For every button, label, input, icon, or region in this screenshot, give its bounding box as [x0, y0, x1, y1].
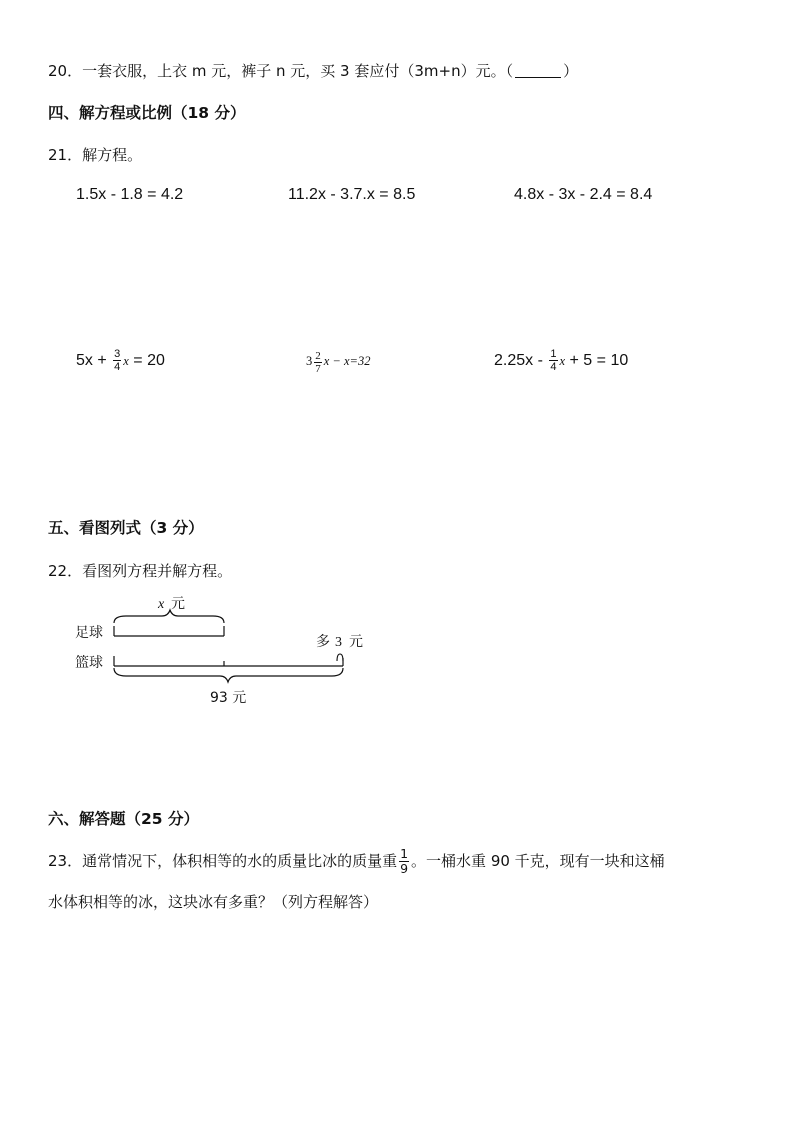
question-23-line-1	[48, 843, 665, 879]
top-variable-label: x	[158, 597, 165, 612]
fraction	[113, 348, 121, 373]
equation-6	[494, 341, 628, 381]
fraction	[549, 348, 557, 373]
section-6-title: 六、解答题（25 分）	[48, 810, 199, 828]
total-brace	[114, 668, 343, 682]
more-label-prefix: 多	[316, 634, 330, 650]
football-label: 足球	[75, 625, 103, 641]
variable: x	[559, 354, 566, 368]
mixed-whole: 3	[306, 354, 313, 368]
fraction	[399, 847, 409, 876]
basketball-label: 篮球	[75, 655, 103, 671]
numerator: 1	[550, 348, 557, 361]
question-20-close: ）	[563, 62, 579, 80]
more-label-unit: 元	[349, 634, 363, 650]
question-23-text-a: 23．通常情况下，体积相等的水的质量比冰的质量重	[48, 852, 398, 870]
equation-3: 4.8x - 3x - 2.4 = 8.4	[514, 186, 653, 203]
equation-1: 1.5x - 1.8 = 4.2	[76, 186, 184, 203]
equation-4-pre: 5x +	[76, 352, 107, 369]
equation-4	[76, 341, 165, 381]
numerator: 1	[400, 846, 409, 861]
question-23-text-b: 。一桶水重 90 千克，现有一块和这桶	[411, 852, 665, 870]
numerator: 3	[114, 348, 121, 361]
total-label: 93 元	[210, 690, 247, 706]
section-4-title: 四、解方程或比例（18 分）	[48, 104, 246, 122]
equation-4-post: = 20	[133, 352, 165, 369]
football-brace	[114, 610, 224, 623]
variable: x	[123, 354, 129, 368]
equation-6-post: + 5 = 10	[569, 352, 629, 369]
numerator: 2	[315, 349, 321, 362]
denominator: 7	[315, 362, 321, 375]
top-unit-label: 元	[171, 596, 185, 612]
question-23-line-2: 水体积相等的冰，这块冰有多重？（列方程解答）	[48, 893, 379, 911]
extra-brace	[337, 654, 343, 661]
equation-2: 11.2x - 3.7.x = 8.5	[288, 186, 416, 203]
equation-5-rest: x − x=32	[323, 354, 371, 368]
question-20	[48, 61, 578, 81]
denominator: 4	[550, 361, 557, 374]
question-20-text: 20．一套衣服，上衣 m 元，裤子 n 元，买 3 套应付（3m+n）元。（	[48, 62, 514, 80]
section-5-title: 五、看图列式（3 分）	[48, 519, 204, 537]
line-segment-diagram	[70, 588, 380, 712]
equation-6-pre: 2.25x -	[494, 352, 543, 369]
denominator: 9	[400, 861, 409, 876]
question-22-text: 22．看图列方程并解方程。	[48, 562, 233, 580]
more-label-number: 3	[335, 635, 342, 650]
question-21-text: 21．解方程。	[48, 146, 143, 164]
fraction	[314, 350, 322, 375]
denominator: 4	[114, 361, 121, 374]
answer-blank[interactable]	[515, 63, 561, 78]
equation-5	[306, 341, 370, 381]
